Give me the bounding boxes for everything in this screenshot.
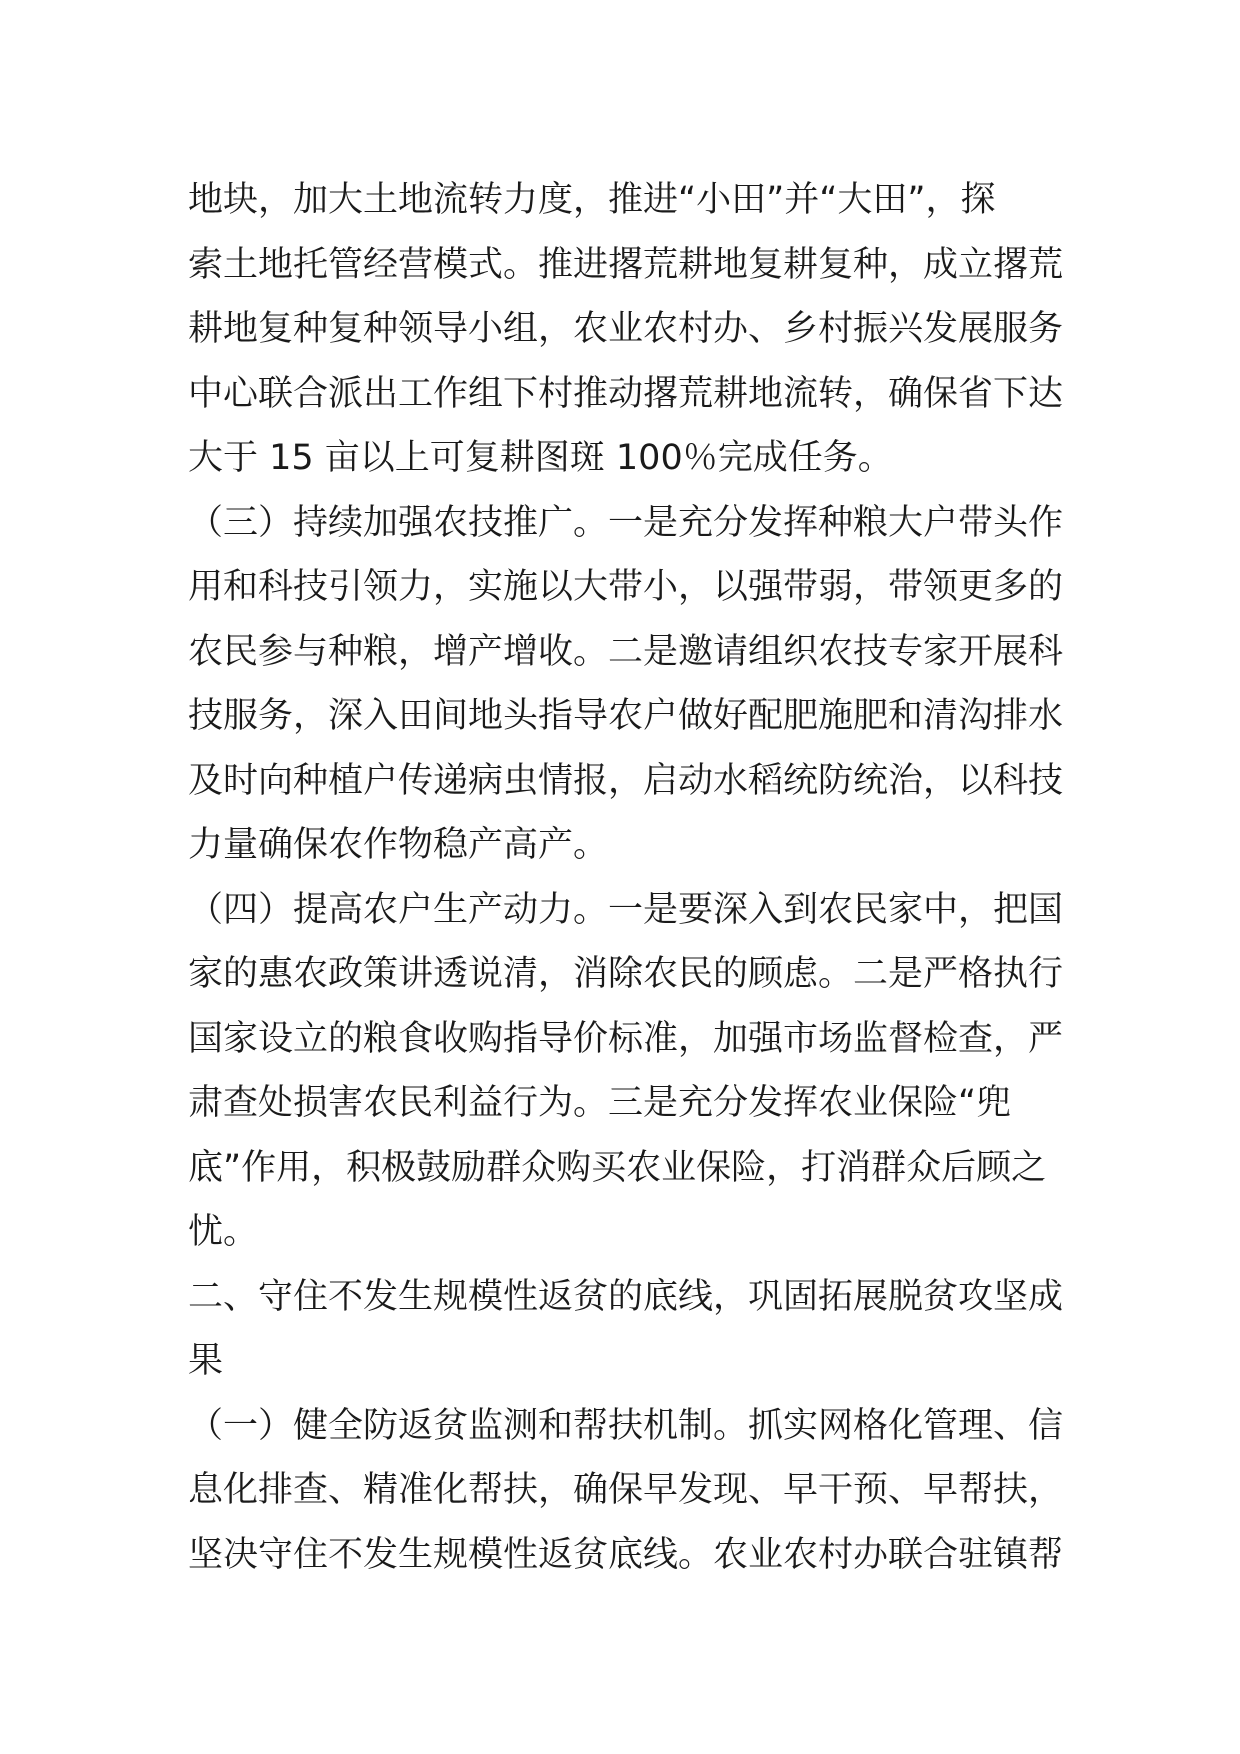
- text-line: 中心联合派出工作组下村推动撂荒耕地流转，确保省下达: [188, 373, 1064, 414]
- section-heading-si: （四）提高农户生产动力。一是要深入到农民家中，把国: [188, 889, 1064, 930]
- section-heading-san: （三）持续加强农技推广。一是充分发挥种粮大户带头作: [188, 502, 1064, 543]
- text-line: 及时向种植户传递病虫情报，启动水稻统防统治，以科技: [188, 760, 1064, 801]
- text-line: 国家设立的粮食收购指导价标准，加强市场监督检查，严: [188, 1018, 1064, 1059]
- document-body: [188, 168, 1068, 1587]
- text-line: 大于 15 亩以上可复耕图斑 100％完成任务。: [188, 438, 893, 478]
- section-heading-yi: （一）健全防返贫监测和帮扶机制。抓实网格化管理、信: [188, 1405, 1064, 1446]
- text-line: 技服务，深入田间地头指导农户做好配肥施肥和清沟排水: [188, 696, 1064, 736]
- text-line: 力量确保农作物稳产高产。: [188, 825, 609, 865]
- text-line: 地块，加大土地流转力度，推进“小田”并“大田”，探: [188, 180, 996, 220]
- text-line: 用和科技引领力，实施以大带小，以强带弱，带领更多的: [188, 567, 1064, 607]
- text-line: 忧。: [188, 1212, 259, 1252]
- text-line: 底”作用，积极鼓励群众购买农业保险，打消群众后顾之: [188, 1147, 1047, 1188]
- text-line: 肃查处损害农民利益行为。三是充分发挥农业保险“兜: [188, 1083, 1012, 1123]
- text-line: 果: [188, 1341, 224, 1381]
- text-line: 坚决守住不发生规模性返贫底线。农业农村办联合驻镇帮: [188, 1534, 1064, 1575]
- text-line: 耕地复种复种领导小组，农业农村办、乡村振兴发展服务: [188, 309, 1064, 349]
- text-line: 索土地托管经营模式。推进撂荒耕地复耕复种，成立撂荒: [188, 244, 1064, 285]
- text-line: 家的惠农政策讲透说清，消除农民的顾虑。二是严格执行: [188, 954, 1064, 994]
- text-line: 农民参与种粮，增产增收。二是邀请组织农技专家开展科: [188, 631, 1064, 672]
- chapter-heading-er: 二、守住不发生规模性返贫的底线，巩固拓展脱贫攻坚成: [188, 1276, 1064, 1317]
- text-line: 息化排查、精准化帮扶，确保早发现、早干预、早帮扶，: [188, 1470, 1064, 1510]
